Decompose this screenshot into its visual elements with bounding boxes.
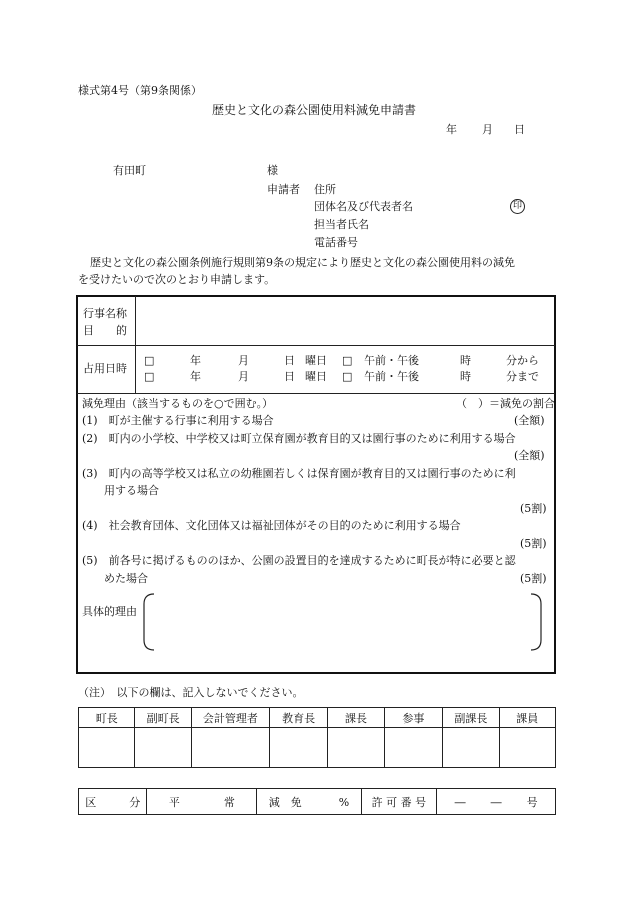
event-purpose-label: 目 的 [83, 324, 127, 337]
reason-header: 減免理由（該当するものを○で囲む。） [82, 397, 274, 410]
approver-header: 課長 [328, 708, 384, 728]
classification-table [78, 788, 556, 815]
addressee-honorific: 様 [267, 164, 278, 177]
end-weekday: 曜日 [305, 370, 327, 383]
approver-header: 町長 [79, 708, 135, 728]
reason-item-4[interactable]: (4) 社会教育団体、文化団体又は福祉団体がその目的のために利用する場合 [82, 519, 461, 532]
addressee: 有田町 [113, 164, 146, 177]
start-minute: 分から [506, 354, 539, 367]
reason-item-5-cont: めた場合 [82, 572, 148, 585]
genmen-cell [257, 789, 361, 815]
concrete-reason-label: 具体的理由 [82, 605, 137, 618]
start-day: 日 [284, 354, 295, 367]
event-name-label: 行事名称 [83, 307, 127, 320]
permit-go-label: 号 [526, 795, 538, 809]
approver-stamp-cell [269, 728, 327, 768]
reason-item-1-ratio: (全額) [514, 414, 545, 427]
reason-item-4-ratio: (5割) [520, 537, 547, 550]
reason-item-5[interactable]: (5) 前各号に掲げるもののほか、公園の設置目的を達成するために町長が特に必要と認 [82, 554, 516, 567]
applicant-address-label: 住所 [314, 183, 336, 196]
applicant-org-label: 団体名及び代表者名 [314, 200, 413, 213]
end-ampm: 午前・午後 [364, 370, 419, 383]
start-year: 年 [190, 354, 201, 367]
intro-line-2: を受けたいので次のとおり申請します。 [78, 273, 276, 286]
date-day: 日 [514, 123, 525, 136]
reason-item-3-cont: 用する場合 [82, 484, 159, 497]
start-month: 月 [238, 354, 249, 367]
end-ampm-checkbox[interactable]: □ [342, 370, 353, 383]
heijo-label: 平 常 [147, 789, 257, 815]
permit-number-cell [437, 789, 556, 815]
concrete-reason-brackets[interactable] [140, 592, 545, 652]
start-weekday: 曜日 [305, 354, 327, 367]
approver-table [78, 707, 556, 768]
approver-header: 課員 [499, 708, 555, 728]
end-minute: 分まで [506, 370, 539, 383]
date-year: 年 [446, 123, 457, 136]
reason-item-1[interactable]: (1) 町が主催する行事に利用する場合 [82, 414, 274, 427]
percent-label: % [338, 795, 350, 809]
reason-item-2[interactable]: (2) 町内の小学校、中学校又は町立保育園が教育目的又は園行事のために利用する場合 [82, 432, 516, 445]
reason-item-3[interactable]: (3) 町内の高等学校又は私立の幼稚園若しくは保育園が教育目的又は園行事のために利 [82, 467, 516, 480]
form-number: 様式第4号（第9条関係） [78, 84, 202, 97]
start-hour: 時 [460, 354, 471, 367]
seal-mark [510, 198, 525, 214]
permit-dash-2: ― [490, 795, 502, 809]
note-text: （注） 以下の欄は、記入しないでください。 [78, 686, 304, 699]
reason-item-3-ratio: (5割) [520, 502, 547, 515]
approver-stamp-cell [443, 728, 499, 768]
seal-icon: 印 [510, 199, 525, 214]
applicant-phone-label: 電話番号 [314, 236, 358, 249]
approver-header: 参事 [384, 708, 442, 728]
intro-line-1: 歴史と文化の森公園条例施行規則第9条の規定により歴史と文化の森公園使用料の減免 [90, 256, 515, 269]
reason-item-2-ratio: (全額) [514, 449, 545, 462]
start-ampm-checkbox[interactable]: □ [342, 354, 353, 367]
page-title: 歴史と文化の森公園使用料減免申請書 [212, 103, 417, 117]
permit-dash-1: ― [454, 795, 466, 809]
genmen-label: 減 免 [268, 795, 302, 809]
approver-header: 会計管理者 [191, 708, 269, 728]
reason-ratio-legend: （ ）＝減免の割合 [456, 397, 555, 410]
approver-stamp-cell [191, 728, 269, 768]
approver-stamp-cell [499, 728, 555, 768]
start-checkbox[interactable]: □ [144, 354, 155, 367]
end-checkbox[interactable]: □ [144, 370, 155, 383]
occupancy-label: 占用日時 [83, 362, 127, 375]
date-month: 月 [482, 123, 493, 136]
approver-stamp-cell [79, 728, 135, 768]
approver-header: 副町長 [135, 708, 191, 728]
end-hour: 時 [460, 370, 471, 383]
kubun-label: 区 分 [79, 789, 147, 815]
start-ampm: 午前・午後 [364, 354, 419, 367]
permit-number-label: 許 可 番 号 [361, 789, 437, 815]
approver-stamp-cell [135, 728, 191, 768]
approver-header: 教育長 [269, 708, 327, 728]
event-input-area[interactable] [137, 297, 554, 344]
approver-header: 副課長 [443, 708, 499, 728]
applicant-person-label: 担当者氏名 [314, 218, 369, 231]
end-day: 日 [284, 370, 295, 383]
approver-stamp-cell [384, 728, 442, 768]
reason-item-5-ratio: (5割) [520, 572, 547, 585]
applicant-label: 申請者 [267, 183, 300, 196]
approver-stamp-cell [328, 728, 384, 768]
end-year: 年 [190, 370, 201, 383]
end-month: 月 [238, 370, 249, 383]
